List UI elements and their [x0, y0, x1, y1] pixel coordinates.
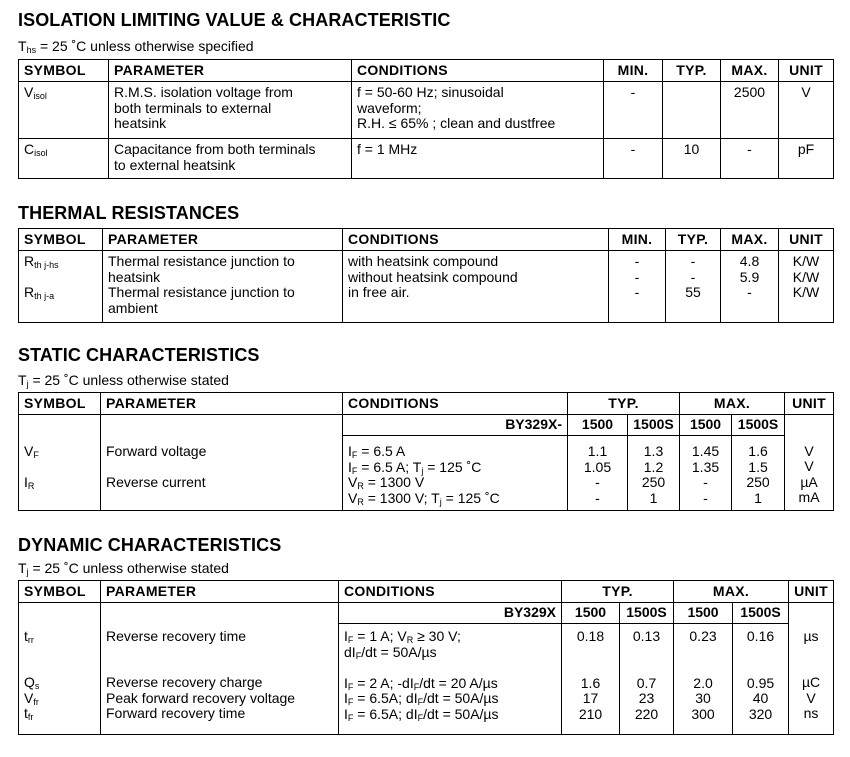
- col-conditions: CONDITIONS: [339, 581, 562, 603]
- col-typ: TYP.: [568, 393, 680, 415]
- col-min: MIN.: [604, 60, 663, 82]
- unit-cell: µs µC V ns: [789, 624, 834, 735]
- variant-row: [19, 603, 834, 624]
- typ-cell: 10: [663, 139, 721, 179]
- col-unit: UNIT: [779, 229, 834, 251]
- static-title: STATIC CHARACTERISTICS: [18, 345, 260, 365]
- thermal-table: [18, 228, 834, 323]
- symbol-cell: $V_F$ $I_R$: [19, 436, 101, 511]
- col-conditions: CONDITIONS: [343, 393, 568, 415]
- col-min: MIN.: [609, 229, 666, 251]
- variant-label: 1500: [562, 603, 620, 624]
- max-1500-cell: 0.23 2.0 30 300: [674, 624, 733, 735]
- conditions-cell: $I_F = 6.5$ A $I_F = 6.5$ A; $T_j = 125$ ˚C $V_R = 1300$ V $V_R = 1300$ V; $T_j = 125$ ˚C: [343, 436, 568, 511]
- col-unit: UNIT: [789, 581, 834, 603]
- col-typ: TYP.: [562, 581, 674, 603]
- conditions-cell: f = 50-60 Hz; sinusoidal waveform; R.H. ≤ 65% ; clean and dustfree: [352, 82, 604, 139]
- min-cell: - - -: [609, 251, 666, 323]
- max-cell: -: [721, 139, 779, 179]
- typ-cell: [663, 82, 721, 139]
- variant-label: 1500: [680, 415, 732, 436]
- min-cell: -: [604, 139, 663, 179]
- conditions-cell: f = 1 MHz: [352, 139, 604, 179]
- symbol-cell: $C_{isol}$: [19, 139, 109, 179]
- static-note: $T_j = 25$ ˚C unless otherwise stated: [18, 372, 229, 389]
- col-parameter: PARAMETER: [109, 60, 352, 82]
- col-max: MAX.: [721, 60, 779, 82]
- unit-cell: V: [779, 82, 834, 139]
- col-conditions: CONDITIONS: [352, 60, 604, 82]
- col-max: MAX.: [680, 393, 785, 415]
- variant-label: 1500S: [732, 415, 785, 436]
- variant-label: 1500S: [628, 415, 680, 436]
- typ-1500-cell: 0.18 1.6 17 210: [562, 624, 620, 735]
- col-parameter: PARAMETER: [101, 393, 343, 415]
- dynamic-table: [18, 580, 834, 735]
- typ-1500s-cell: 0.13 0.7 23 220: [620, 624, 674, 735]
- max-cell: 2500: [721, 82, 779, 139]
- col-symbol: SYMBOL: [19, 229, 103, 251]
- symbol-cell: $t_{rr}$ $Q_s$ $V_{fr}$ $t_{fr}$: [19, 624, 101, 735]
- parameter-cell: Thermal resistance junction to heatsink Thermal resistance junction to ambient: [103, 251, 343, 323]
- table-row: [19, 251, 834, 323]
- col-parameter: PARAMETER: [101, 581, 339, 603]
- dynamic-title: DYNAMIC CHARACTERISTICS: [18, 535, 282, 555]
- table-row: [19, 436, 834, 511]
- conditions-cell: $I_F = 1$ A; $V_R \ge 30$ V; $dI_F/dt = 50A/\mu s$ $I_F = 2$ A; $-dI_F/dt = 20$ A/µs $I_F = 6.5A$; $dI_F/dt = 50A/\mu s$ $I_F = 6.5A$; $dI_F/dt = 50A/\mu s$: [339, 624, 562, 735]
- variant-label: 1500S: [733, 603, 789, 624]
- table-row: [19, 82, 834, 139]
- parameter-cell: Reverse recovery time Reverse recovery charge Peak forward recovery voltage Forward recovery time: [101, 624, 339, 735]
- table-row: [19, 624, 834, 735]
- col-symbol: SYMBOL: [19, 60, 109, 82]
- col-parameter: PARAMETER: [103, 229, 343, 251]
- conditions-cell: with heatsink compound without heatsink compound in free air.: [343, 251, 609, 323]
- col-unit: UNIT: [785, 393, 834, 415]
- col-unit: UNIT: [779, 60, 834, 82]
- typ-1500-cell: 1.1 1.05 - -: [568, 436, 628, 511]
- max-cell: 4.8 5.9 -: [721, 251, 779, 323]
- variant-label: 1500: [674, 603, 733, 624]
- unit-cell: K/W K/W K/W: [779, 251, 834, 323]
- col-symbol: SYMBOL: [19, 393, 101, 415]
- unit-cell: pF: [779, 139, 834, 179]
- col-typ: TYP.: [666, 229, 721, 251]
- device-label: BY329X: [339, 603, 562, 624]
- max-1500-cell: 1.45 1.35 - -: [680, 436, 732, 511]
- isolation-title: ISOLATION LIMITING VALUE & CHARACTERISTIC: [18, 10, 451, 30]
- parameter-cell: R.M.S. isolation voltage from both terminals to external heatsink: [109, 82, 352, 139]
- col-symbol: SYMBOL: [19, 581, 101, 603]
- col-conditions: CONDITIONS: [343, 229, 609, 251]
- parameter-cell: Forward voltage Reverse current: [101, 436, 343, 511]
- symbol-cell: $R_{th j-hs}$ $R_{th j-a}$: [19, 251, 103, 323]
- isolation-note: $T_{hs} = 25$ ˚C unless otherwise specified: [18, 38, 254, 55]
- unit-cell: V V µA mA: [785, 436, 834, 511]
- dynamic-note: $T_j = 25$ ˚C unless otherwise stated: [18, 560, 229, 577]
- variant-label: 1500S: [620, 603, 674, 624]
- col-max: MAX.: [721, 229, 779, 251]
- max-1500s-cell: 0.16 0.95 40 320: [733, 624, 789, 735]
- static-table: [18, 392, 834, 511]
- col-typ: TYP.: [663, 60, 721, 82]
- typ-cell: - - 55: [666, 251, 721, 323]
- thermal-title: THERMAL RESISTANCES: [18, 203, 240, 223]
- isolation-table: [18, 59, 834, 179]
- variant-label: 1500: [568, 415, 628, 436]
- max-1500s-cell: 1.6 1.5 250 1: [732, 436, 785, 511]
- col-max: MAX.: [674, 581, 789, 603]
- parameter-cell: Capacitance from both terminals to external heatsink: [109, 139, 352, 179]
- device-label: BY329X-: [343, 415, 568, 436]
- symbol-cell: $V_{isol}$: [19, 82, 109, 139]
- variant-row: [19, 415, 834, 436]
- min-cell: -: [604, 82, 663, 139]
- typ-1500s-cell: 1.3 1.2 250 1: [628, 436, 680, 511]
- table-row: [19, 139, 834, 179]
